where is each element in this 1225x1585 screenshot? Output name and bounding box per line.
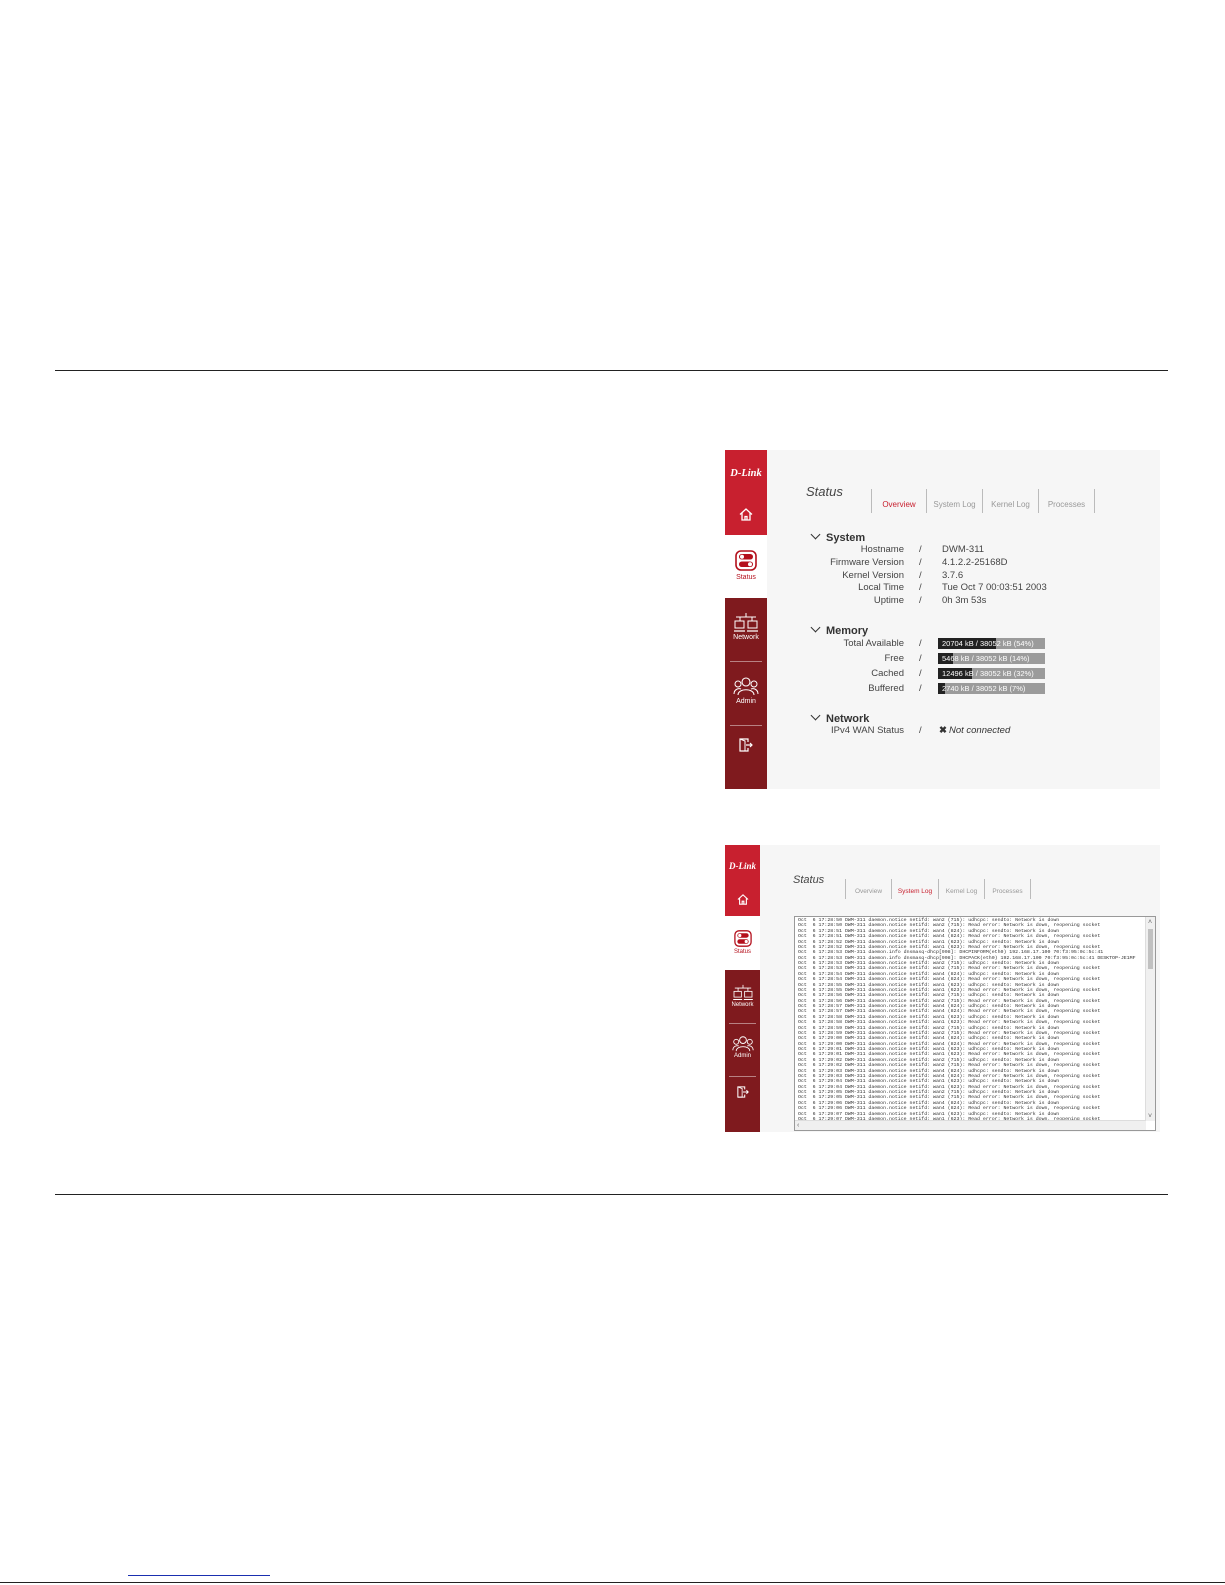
sidebar [725, 845, 760, 1132]
log-line: Oct 6 17:29:06 DWM-311 daemon.notice netifd: wan4 (824): udhcpc: sendto: Network is down [798, 1100, 1060, 1106]
admin-users-icon [725, 676, 767, 696]
status-toggle-icon [725, 535, 767, 571]
log-line: Oct 6 17:28:58 DWM-311 daemon.notice netifd: wan1 (623): Read error: Network is down, reopening socket [798, 1020, 1101, 1026]
log-line: Oct 6 17:29:04 DWM-311 daemon.notice netifd: wan1 (623): Read error: Network is down, reopening socket [798, 1084, 1101, 1090]
chevron-down-icon [811, 530, 821, 540]
log-line: Oct 6 17:29:03 DWM-311 daemon.notice netifd: wan4 (824): udhcpc: sendto: Network is down [798, 1068, 1060, 1074]
network-icon [725, 612, 767, 634]
tab-processes[interactable]: Processes [1038, 489, 1095, 513]
tab-overview[interactable]: Overview [845, 879, 891, 899]
log-line: Oct 6 17:28:54 DWM-311 daemon.notice netifd: wan4 (824): Read error: Network is down, reopening socket [798, 977, 1101, 983]
log-line: Oct 6 17:28:51 DWM-311 daemon.notice netifd: wan4 (824): udhcpc: sendto: Network is down [798, 928, 1060, 934]
network-heading-label: Network [826, 713, 870, 725]
log-line: Oct 6 17:29:00 DWM-311 daemon.notice netifd: wan4 (824): Read error: Network is down, reopening socket [798, 1041, 1101, 1047]
scrollbar-thumb[interactable] [1148, 929, 1153, 969]
footer-rule [0, 1582, 1225, 1583]
separator: / [919, 668, 922, 679]
tab-bar [845, 879, 1031, 899]
wan-status-label-row [767, 725, 904, 737]
buffered-label-row [767, 683, 904, 695]
separator: / [919, 544, 922, 555]
firmware-version-label: Firmware Version [830, 557, 904, 568]
log-line: Oct 6 17:28:53 DWM-311 daemon.notice netifd: wan2 (715): udhcpc: sendto: Network is down [798, 961, 1060, 966]
kernel-version-label: Kernel Version [842, 570, 904, 581]
logo-block [725, 845, 760, 916]
log-line: Oct 6 17:28:59 DWM-311 daemon.notice netifd: wan2 (715): Read error: Network is down, reopening socket [798, 1030, 1101, 1036]
total-available-label: Total Available [843, 638, 904, 649]
status-toggle-icon [725, 916, 760, 947]
free-label: Free [884, 653, 904, 664]
sidebar-item-label: Network [731, 1002, 754, 1008]
footer-link-underline [128, 1575, 270, 1576]
log-line: Oct 6 17:29:00 DWM-311 daemon.notice netifd: wan4 (824): udhcpc: sendto: Network is down [798, 1036, 1060, 1042]
scroll-down-icon[interactable]: ˅ [1148, 1113, 1153, 1120]
cached-label-row [767, 668, 904, 680]
tab-system-log[interactable]: System Log [891, 879, 938, 899]
logo-block [725, 450, 767, 535]
cross-icon: ✖ [939, 725, 947, 736]
home-icon [725, 508, 767, 521]
sidebar-divider [729, 1076, 756, 1077]
bottom-rule [55, 1194, 1168, 1195]
memory-heading-label: Memory [826, 625, 869, 637]
overview-content [767, 450, 1160, 789]
sidebar-divider [730, 725, 762, 726]
local-time-label: Local Time [858, 582, 904, 593]
dlink-logo: D-Link [729, 861, 756, 871]
separator: / [919, 638, 922, 649]
log-line: Oct 6 17:28:53 DWM-311 daemon.info dnsmasq-dhcp[908]: DHCPACK(eth0) 192.168.17.100 70:f3:95:0c:5c:41 DESKTOP-JE1MF [798, 955, 1136, 961]
log-line: Oct 6 17:29:05 DWM-311 daemon.notice netifd: wan2 (715): Read error: Network is down, reopening socket [798, 1095, 1101, 1101]
scroll-up-icon[interactable]: ˄ [1148, 919, 1153, 926]
log-line: Oct 6 17:28:57 DWM-311 daemon.notice netifd: wan4 (824): udhcpc: sendto: Network is down [798, 1004, 1060, 1009]
log-line: Oct 6 17:29:01 DWM-311 daemon.notice netifd: wan1 (623): Read error: Network is down, reopening socket [798, 1052, 1101, 1058]
sidebar-divider [730, 661, 762, 662]
log-text [798, 918, 1136, 1122]
log-line: Oct 6 17:28:54 DWM-311 daemon.notice netifd: wan4 (824): udhcpc: sendto: Network is down [798, 971, 1060, 977]
logout-button[interactable] [725, 738, 767, 752]
log-line: Oct 6 17:29:03 DWM-311 daemon.notice netifd: wan4 (824): Read error: Network is down, reopening socket [798, 1073, 1101, 1079]
kernel-version-value: 3.7.6 [942, 570, 964, 581]
uptime-label: Uptime [873, 595, 904, 606]
tab-kernel-log[interactable]: Kernel Log [982, 489, 1038, 513]
total-available-label-row [767, 638, 904, 650]
log-line: Oct 6 17:29:02 DWM-311 daemon.notice netifd: wan2 (715): Read error: Network is down, reopening socket [798, 1063, 1101, 1069]
tab-system-log[interactable]: System Log [926, 489, 982, 513]
memory-section-heading[interactable] [809, 624, 868, 637]
horizontal-scrollbar[interactable] [795, 1120, 1146, 1130]
localtime-label-row [767, 582, 904, 594]
home-button[interactable] [725, 508, 767, 521]
tab-bar [871, 489, 1095, 513]
sidebar-item-label: Admin [733, 1053, 751, 1059]
log-line: Oct 6 17:28:52 DWM-311 daemon.notice netifd: wan1 (623): udhcpc: sendto: Network is down [798, 939, 1060, 945]
log-line: Oct 6 17:28:58 DWM-311 daemon.notice netifd: wan1 (623): udhcpc: sendto: Network is down [798, 1014, 1060, 1020]
log-line: Oct 6 17:28:55 DWM-311 daemon.notice netifd: wan1 (623): Read error: Network is down, reopening socket [798, 987, 1101, 993]
hostname-label: Hostname [860, 544, 904, 555]
home-button[interactable] [725, 894, 760, 905]
log-line: Oct 6 17:28:53 DWM-311 daemon.info dnsmasq-dhcp[908]: DHCPINFORM(eth0) 192.168.17.100 70:f3:95:0c:5c:41 [798, 950, 1104, 956]
separator: / [919, 595, 922, 606]
sidebar-item-label: Network [733, 634, 759, 641]
hostname-label-row [767, 544, 904, 556]
sidebar-divider [729, 1023, 756, 1024]
sidebar-item-status[interactable] [725, 916, 760, 970]
kernel-label-row [767, 570, 904, 582]
page-title: Status [793, 874, 825, 886]
top-rule [55, 370, 1168, 371]
sidebar-item-network[interactable] [725, 612, 767, 652]
separator: / [919, 557, 922, 568]
separator: / [919, 683, 922, 694]
system-section-heading[interactable] [809, 531, 865, 544]
separator: / [919, 570, 922, 581]
memory-bar-text: 2740 kB / 38052 kB (7%) [942, 684, 1026, 693]
sidebar [725, 450, 767, 789]
separator: / [919, 582, 922, 593]
firmware-label-row [767, 557, 904, 569]
memory-bar [938, 683, 1045, 694]
sidebar-item-network[interactable] [725, 984, 760, 1016]
log-line: Oct 6 17:29:02 DWM-311 daemon.notice netifd: wan2 (715): udhcpc: sendto: Network is down [798, 1057, 1060, 1063]
log-line: Oct 6 17:28:50 DWM-311 daemon.notice netifd: wan2 (715): udhcpc: sendto: Network is down [798, 918, 1060, 923]
cached-label: Cached [871, 668, 904, 679]
wan-status-text: Not connected [948, 725, 1011, 736]
logout-button[interactable] [725, 1086, 760, 1098]
memory-bar [938, 638, 1045, 649]
system-heading-label: System [826, 532, 866, 544]
home-icon [725, 894, 760, 905]
tab-overview[interactable]: Overview [871, 489, 926, 513]
chevron-down-icon [811, 623, 821, 633]
page-title: Status [806, 484, 843, 499]
hostname-value: DWM-311 [942, 544, 985, 555]
chevron-down-icon [811, 711, 821, 721]
scroll-left-icon[interactable]: ‹ [797, 1122, 800, 1129]
memory-bar [938, 653, 1045, 664]
logout-icon [725, 738, 767, 752]
buffered-label: Buffered [868, 683, 904, 694]
sidebar-item-label: Status [733, 949, 751, 955]
separator: / [919, 653, 922, 664]
log-line: Oct 6 17:29:05 DWM-311 daemon.notice netifd: wan2 (715): udhcpc: sendto: Network is down [798, 1090, 1060, 1095]
firmware-version-value: 4.1.2.2-25168D [942, 557, 1008, 568]
log-line: Oct 6 17:29:06 DWM-311 daemon.notice netifd: wan4 (824): Read error: Network is down, reopening socket [798, 1106, 1101, 1112]
log-line: Oct 6 17:28:56 DWM-311 daemon.notice netifd: wan2 (715): Read error: Network is down, reopening socket [798, 998, 1101, 1004]
ipv4-wan-status-label: IPv4 WAN Status [830, 725, 904, 736]
overview-screenshot [725, 450, 1160, 789]
wan-status-value [939, 725, 1010, 736]
log-line: Oct 6 17:28:55 DWM-311 daemon.notice netifd: wan1 (623): udhcpc: sendto: Network is down [798, 982, 1060, 988]
logout-icon [725, 1086, 760, 1098]
log-line: Oct 6 17:29:07 DWM-311 daemon.notice netifd: wan1 (623): udhcpc: sendto: Network is down [798, 1111, 1060, 1117]
memory-bar [938, 668, 1045, 679]
memory-bar-text: 12496 kB / 38052 kB (32%) [942, 669, 1034, 678]
tab-kernel-log[interactable]: Kernel Log [938, 879, 984, 899]
log-line: Oct 6 17:28:59 DWM-311 daemon.notice netifd: wan2 (715): udhcpc: sendto: Network is down [798, 1025, 1060, 1031]
memory-bar-text: 5468 kB / 38052 kB (14%) [942, 654, 1030, 663]
memory-bar-text: 20704 kB / 38052 kB (54%) [942, 639, 1034, 648]
system-log-screenshot [725, 845, 1160, 1132]
log-line: Oct 6 17:29:04 DWM-311 daemon.notice netifd: wan1 (623): udhcpc: sendto: Network is down [798, 1079, 1060, 1085]
sidebar-item-label: Status [736, 574, 756, 581]
local-time-value: Tue Oct 7 00:03:51 2003 [942, 582, 1047, 593]
dlink-logo: D-Link [730, 468, 762, 479]
system-log-textarea[interactable] [794, 916, 1156, 1131]
uptime-label-row [767, 595, 904, 607]
separator: / [919, 725, 922, 736]
vertical-scrollbar[interactable] [1145, 917, 1155, 1121]
sidebar-item-admin[interactable] [725, 1035, 760, 1067]
uptime-value: 0h 3m 53s [942, 595, 987, 606]
log-line: Oct 6 17:28:56 DWM-311 daemon.notice netifd: wan2 (715): udhcpc: sendto: Network is down [798, 993, 1060, 999]
log-line: Oct 6 17:28:57 DWM-311 daemon.notice netifd: wan4 (824): Read error: Network is down, reopening socket [798, 1009, 1101, 1015]
sidebar-item-status[interactable] [725, 535, 767, 598]
admin-users-icon [725, 1035, 760, 1052]
tab-processes[interactable]: Processes [984, 879, 1031, 899]
free-label-row [767, 653, 904, 665]
log-line: Oct 6 17:28:53 DWM-311 daemon.notice netifd: wan2 (715): Read error: Network is down, reopening socket [798, 966, 1101, 972]
system-log-content [760, 845, 1160, 1132]
sidebar-item-admin[interactable] [725, 676, 767, 714]
sidebar-item-label: Admin [736, 698, 756, 705]
log-line: Oct 6 17:28:51 DWM-311 daemon.notice netifd: wan4 (824): Read error: Network is down, reopening socket [798, 934, 1101, 940]
log-line: Oct 6 17:29:01 DWM-311 daemon.notice netifd: wan1 (623): udhcpc: sendto: Network is down [798, 1047, 1060, 1052]
log-line: Oct 6 17:28:50 DWM-311 daemon.notice netifd: wan2 (715): Read error: Network is down, reopening socket [798, 923, 1101, 929]
network-section-heading[interactable] [809, 712, 869, 725]
network-icon [725, 984, 760, 1002]
log-line: Oct 6 17:28:52 DWM-311 daemon.notice netifd: wan1 (623): Read error: Network is down, reopening socket [798, 944, 1101, 950]
